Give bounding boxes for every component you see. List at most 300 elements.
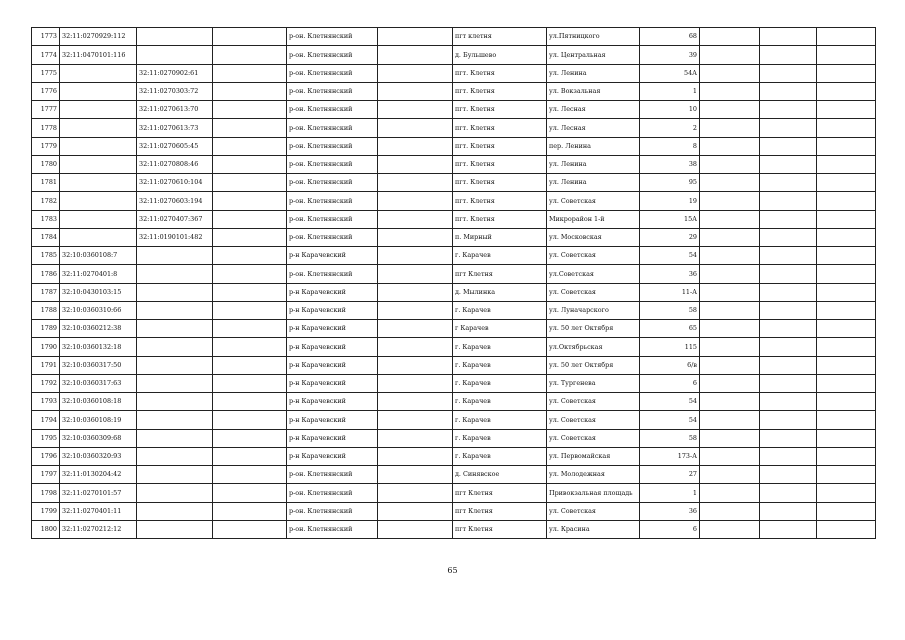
empty-cell <box>700 28 760 46</box>
empty-cell <box>378 283 453 301</box>
district-cell: р-он. Клетнянский <box>287 174 378 192</box>
empty-cell <box>817 356 876 374</box>
district-cell: р-н Карачевский <box>287 393 378 411</box>
locality-cell: д. Бульшево <box>453 46 547 64</box>
locality-cell: д. Мылинка <box>453 283 547 301</box>
table-row <box>32 64 876 82</box>
empty-cell <box>213 447 287 465</box>
locality-cell: г Карачев <box>453 320 547 338</box>
empty-cell <box>760 520 817 538</box>
empty-cell <box>378 338 453 356</box>
table-row <box>32 520 876 538</box>
empty-cell <box>700 447 760 465</box>
cadastral-number-alt-cell: 32:11:0270610:104 <box>137 174 213 192</box>
empty-cell <box>817 374 876 392</box>
empty-cell <box>213 374 287 392</box>
district-cell: р-н Карачевский <box>287 320 378 338</box>
cadastral-number-alt-cell <box>137 301 213 319</box>
cadastral-number-cell <box>60 155 137 173</box>
house-number-cell: 54А <box>640 64 700 82</box>
district-cell: р-он. Клетнянский <box>287 119 378 137</box>
empty-cell <box>213 192 287 210</box>
cadastral-number-alt-cell: 32:11:0270902:61 <box>137 64 213 82</box>
locality-cell: г. Карачев <box>453 447 547 465</box>
empty-cell <box>760 210 817 228</box>
empty-cell <box>760 338 817 356</box>
district-cell: р-н Карачевский <box>287 247 378 265</box>
table-row <box>32 411 876 429</box>
empty-cell <box>213 338 287 356</box>
street-cell: ул. Московская <box>547 228 640 246</box>
district-cell: р-н Карачевский <box>287 338 378 356</box>
locality-cell: г. Карачев <box>453 429 547 447</box>
empty-cell <box>760 28 817 46</box>
locality-cell: пгт. Клетня <box>453 82 547 100</box>
table-row <box>32 228 876 246</box>
empty-cell <box>700 466 760 484</box>
cadastral-number-cell: 32:10:0360108:7 <box>60 247 137 265</box>
cadastral-number-cell: 32:10:0360320:93 <box>60 447 137 465</box>
empty-cell <box>213 502 287 520</box>
empty-cell <box>760 155 817 173</box>
empty-cell <box>700 484 760 502</box>
cadastral-number-cell: 32:10:0430103:15 <box>60 283 137 301</box>
street-cell: Микрорайон 1-й <box>547 210 640 228</box>
row-number-cell: 1795 <box>32 429 60 447</box>
empty-cell <box>378 28 453 46</box>
cadastral-number-alt-cell <box>137 429 213 447</box>
empty-cell <box>760 137 817 155</box>
empty-cell <box>700 174 760 192</box>
house-number-cell: 54 <box>640 247 700 265</box>
empty-cell <box>817 466 876 484</box>
empty-cell <box>378 411 453 429</box>
house-number-cell: 1 <box>640 484 700 502</box>
empty-cell <box>700 520 760 538</box>
district-cell: р-он. Клетнянский <box>287 210 378 228</box>
house-number-cell: 58 <box>640 301 700 319</box>
empty-cell <box>378 520 453 538</box>
empty-cell <box>378 265 453 283</box>
cadastral-number-alt-cell: 32:11:0270605:45 <box>137 137 213 155</box>
empty-cell <box>760 119 817 137</box>
street-cell: ул. Советская <box>547 283 640 301</box>
empty-cell <box>817 101 876 119</box>
empty-cell <box>817 210 876 228</box>
empty-cell <box>213 119 287 137</box>
row-number-cell: 1796 <box>32 447 60 465</box>
empty-cell <box>378 393 453 411</box>
empty-cell <box>817 265 876 283</box>
empty-cell <box>760 64 817 82</box>
empty-cell <box>213 320 287 338</box>
empty-cell <box>378 356 453 374</box>
cadastral-number-alt-cell <box>137 393 213 411</box>
district-cell: р-н Карачевский <box>287 374 378 392</box>
empty-cell <box>700 210 760 228</box>
row-number-cell: 1791 <box>32 356 60 374</box>
cadastral-number-alt-cell: 32:11:0270407:367 <box>137 210 213 228</box>
empty-cell <box>760 82 817 100</box>
district-cell: р-он. Клетнянский <box>287 64 378 82</box>
street-cell: ул. Красина <box>547 520 640 538</box>
empty-cell <box>817 447 876 465</box>
empty-cell <box>760 101 817 119</box>
row-number-cell: 1794 <box>32 411 60 429</box>
empty-cell <box>760 393 817 411</box>
locality-cell: пгт. Клетня <box>453 101 547 119</box>
cadastral-number-alt-cell: 32:11:0270303:72 <box>137 82 213 100</box>
street-cell: пер. Ленина <box>547 137 640 155</box>
locality-cell: г. Карачев <box>453 247 547 265</box>
street-cell: ул. Ленина <box>547 64 640 82</box>
table-row <box>32 356 876 374</box>
row-number-cell: 1787 <box>32 283 60 301</box>
empty-cell <box>817 411 876 429</box>
empty-cell <box>817 174 876 192</box>
cadastral-number-alt-cell <box>137 265 213 283</box>
house-number-cell: 6/в <box>640 356 700 374</box>
cadastral-number-cell <box>60 101 137 119</box>
empty-cell <box>378 502 453 520</box>
empty-cell <box>700 64 760 82</box>
empty-cell <box>817 155 876 173</box>
row-number-cell: 1784 <box>32 228 60 246</box>
cadastral-number-alt-cell <box>137 46 213 64</box>
house-number-cell: 38 <box>640 155 700 173</box>
empty-cell <box>760 502 817 520</box>
street-cell: ул. Первомайская <box>547 447 640 465</box>
cadastral-number-cell: 32:10:0360310:66 <box>60 301 137 319</box>
street-cell: ул. Ленина <box>547 174 640 192</box>
cadastral-number-cell: 32:10:0360108:18 <box>60 393 137 411</box>
cadastral-number-cell <box>60 192 137 210</box>
table-body <box>32 28 876 539</box>
cadastral-number-alt-cell <box>137 466 213 484</box>
cadastral-number-alt-cell <box>137 338 213 356</box>
house-number-cell: 10 <box>640 101 700 119</box>
street-cell: ул. Советская <box>547 429 640 447</box>
district-cell: р-он. Клетнянский <box>287 265 378 283</box>
district-cell: р-он. Клетнянский <box>287 82 378 100</box>
empty-cell <box>700 393 760 411</box>
table-row <box>32 447 876 465</box>
row-number-cell: 1798 <box>32 484 60 502</box>
empty-cell <box>213 82 287 100</box>
empty-cell <box>700 411 760 429</box>
empty-cell <box>817 228 876 246</box>
house-number-cell: 115 <box>640 338 700 356</box>
empty-cell <box>760 192 817 210</box>
cadastral-number-alt-cell <box>137 502 213 520</box>
street-cell: ул. Советская <box>547 502 640 520</box>
house-number-cell: 15А <box>640 210 700 228</box>
empty-cell <box>213 46 287 64</box>
table-row <box>32 374 876 392</box>
cadastral-number-cell: 32:10:0360212:38 <box>60 320 137 338</box>
district-cell: р-он. Клетнянский <box>287 101 378 119</box>
cadastral-number-alt-cell <box>137 356 213 374</box>
cadastral-number-cell <box>60 137 137 155</box>
empty-cell <box>378 174 453 192</box>
empty-cell <box>700 46 760 64</box>
empty-cell <box>213 247 287 265</box>
empty-cell <box>378 484 453 502</box>
empty-cell <box>378 82 453 100</box>
cadastral-number-alt-cell <box>137 520 213 538</box>
empty-cell <box>760 429 817 447</box>
house-number-cell: 36 <box>640 502 700 520</box>
row-number-cell: 1789 <box>32 320 60 338</box>
street-cell: ул. Молодежная <box>547 466 640 484</box>
empty-cell <box>378 137 453 155</box>
locality-cell: пгт. Клетня <box>453 137 547 155</box>
cadastral-number-cell: 32:11:0270101:57 <box>60 484 137 502</box>
empty-cell <box>817 484 876 502</box>
cadastral-number-cell <box>60 228 137 246</box>
table-row <box>32 174 876 192</box>
row-number-cell: 1793 <box>32 393 60 411</box>
locality-cell: пгт. Клетня <box>453 155 547 173</box>
house-number-cell: 54 <box>640 393 700 411</box>
cadastral-number-alt-cell: 32:11:0270613:70 <box>137 101 213 119</box>
empty-cell <box>213 411 287 429</box>
cadastral-number-cell: 32:11:0270401:11 <box>60 502 137 520</box>
table-row <box>32 283 876 301</box>
empty-cell <box>760 466 817 484</box>
page-number: 65 <box>447 566 458 575</box>
empty-cell <box>213 28 287 46</box>
empty-cell <box>760 374 817 392</box>
table-row <box>32 101 876 119</box>
table-row <box>32 82 876 100</box>
locality-cell: пгт Клетня <box>453 520 547 538</box>
house-number-cell: 1 <box>640 82 700 100</box>
row-number-cell: 1799 <box>32 502 60 520</box>
empty-cell <box>378 192 453 210</box>
table-row <box>32 137 876 155</box>
cadastral-number-alt-cell <box>137 283 213 301</box>
empty-cell <box>378 466 453 484</box>
district-cell: р-он. Клетнянский <box>287 520 378 538</box>
locality-cell: пгт Клетня <box>453 265 547 283</box>
empty-cell <box>700 155 760 173</box>
street-cell: ул. Луначарского <box>547 301 640 319</box>
house-number-cell: 65 <box>640 320 700 338</box>
cadastral-number-cell: 32:11:0270212:12 <box>60 520 137 538</box>
empty-cell <box>213 283 287 301</box>
street-cell: ул. 50 лет Октября <box>547 356 640 374</box>
cadastral-number-cell: 32:11:0470101:116 <box>60 46 137 64</box>
empty-cell <box>213 484 287 502</box>
cadastral-number-cell: 32:10:0360317:50 <box>60 356 137 374</box>
cadastral-number-cell: 32:11:0270929:112 <box>60 28 137 46</box>
empty-cell <box>213 466 287 484</box>
cadastral-number-cell <box>60 64 137 82</box>
row-number-cell: 1788 <box>32 301 60 319</box>
empty-cell <box>760 320 817 338</box>
district-cell: р-н Карачевский <box>287 301 378 319</box>
table-row <box>32 320 876 338</box>
empty-cell <box>378 429 453 447</box>
cadastral-number-alt-cell <box>137 484 213 502</box>
empty-cell <box>213 101 287 119</box>
house-number-cell: 36 <box>640 265 700 283</box>
empty-cell <box>760 356 817 374</box>
cadastral-number-cell: 32:11:0270401:8 <box>60 265 137 283</box>
table-row <box>32 393 876 411</box>
cadastral-number-alt-cell <box>137 447 213 465</box>
empty-cell <box>213 137 287 155</box>
empty-cell <box>378 228 453 246</box>
empty-cell <box>378 119 453 137</box>
row-number-cell: 1778 <box>32 119 60 137</box>
locality-cell: пгт. Клетня <box>453 119 547 137</box>
empty-cell <box>817 502 876 520</box>
empty-cell <box>213 265 287 283</box>
district-cell: р-н Карачевский <box>287 356 378 374</box>
empty-cell <box>378 64 453 82</box>
table-row <box>32 484 876 502</box>
street-cell: ул.Пятницкого <box>547 28 640 46</box>
cadastral-number-alt-cell: 32:11:0270808:46 <box>137 155 213 173</box>
table-row <box>32 46 876 64</box>
empty-cell <box>817 82 876 100</box>
cadastral-number-cell <box>60 210 137 228</box>
house-number-cell: 6 <box>640 374 700 392</box>
empty-cell <box>700 247 760 265</box>
row-number-cell: 1780 <box>32 155 60 173</box>
street-cell: ул. Советская <box>547 247 640 265</box>
empty-cell <box>817 46 876 64</box>
row-number-cell: 1776 <box>32 82 60 100</box>
locality-cell: г. Карачев <box>453 411 547 429</box>
empty-cell <box>817 301 876 319</box>
district-cell: р-он. Клетнянский <box>287 28 378 46</box>
locality-cell: г. Карачев <box>453 374 547 392</box>
street-cell: ул. Советская <box>547 393 640 411</box>
empty-cell <box>760 484 817 502</box>
district-cell: р-он. Клетнянский <box>287 46 378 64</box>
empty-cell <box>760 447 817 465</box>
empty-cell <box>700 320 760 338</box>
house-number-cell: 68 <box>640 28 700 46</box>
empty-cell <box>378 155 453 173</box>
empty-cell <box>378 101 453 119</box>
locality-cell: г. Карачев <box>453 338 547 356</box>
cadastral-number-cell <box>60 82 137 100</box>
street-cell: ул.Советская <box>547 265 640 283</box>
row-number-cell: 1775 <box>32 64 60 82</box>
row-number-cell: 1800 <box>32 520 60 538</box>
street-cell: ул.Октябрьская <box>547 338 640 356</box>
locality-cell: пгт. Клетня <box>453 210 547 228</box>
cadastral-number-cell: 32:10:0360108:19 <box>60 411 137 429</box>
empty-cell <box>817 28 876 46</box>
locality-cell: пгт. Клетня <box>453 192 547 210</box>
street-cell: ул. Тургенева <box>547 374 640 392</box>
empty-cell <box>817 247 876 265</box>
street-cell: ул. Лесная <box>547 101 640 119</box>
cadastral-number-alt-cell <box>137 374 213 392</box>
cadastral-number-cell <box>60 119 137 137</box>
empty-cell <box>213 429 287 447</box>
cadastral-number-cell: 32:11:0130204:42 <box>60 466 137 484</box>
row-number-cell: 1779 <box>32 137 60 155</box>
empty-cell <box>760 411 817 429</box>
cadastral-number-alt-cell: 32:11:0190101:482 <box>137 228 213 246</box>
empty-cell <box>213 520 287 538</box>
district-cell: р-он. Клетнянский <box>287 484 378 502</box>
empty-cell <box>700 119 760 137</box>
row-number-cell: 1790 <box>32 338 60 356</box>
empty-cell <box>700 82 760 100</box>
empty-cell <box>700 265 760 283</box>
house-number-cell: 173-А <box>640 447 700 465</box>
district-cell: р-н Карачевский <box>287 283 378 301</box>
empty-cell <box>378 320 453 338</box>
empty-cell <box>213 356 287 374</box>
house-number-cell: 6 <box>640 520 700 538</box>
locality-cell: пгт клетня <box>453 28 547 46</box>
district-cell: р-н Карачевский <box>287 411 378 429</box>
empty-cell <box>817 520 876 538</box>
house-number-cell: 95 <box>640 174 700 192</box>
locality-cell: г. Карачев <box>453 301 547 319</box>
cadastral-number-alt-cell: 32:11:0270603:194 <box>137 192 213 210</box>
empty-cell <box>817 429 876 447</box>
empty-cell <box>378 374 453 392</box>
district-cell: р-он. Клетнянский <box>287 466 378 484</box>
house-number-cell: 11-А <box>640 283 700 301</box>
empty-cell <box>760 174 817 192</box>
empty-cell <box>700 228 760 246</box>
table-row <box>32 210 876 228</box>
table-row <box>32 466 876 484</box>
empty-cell <box>817 283 876 301</box>
table-row <box>32 502 876 520</box>
table-row <box>32 301 876 319</box>
empty-cell <box>760 283 817 301</box>
cadastral-number-alt-cell <box>137 320 213 338</box>
empty-cell <box>700 101 760 119</box>
cadastral-number-cell: 32:10:0360132:18 <box>60 338 137 356</box>
empty-cell <box>700 192 760 210</box>
row-number-cell: 1781 <box>32 174 60 192</box>
empty-cell <box>378 301 453 319</box>
table-row <box>32 338 876 356</box>
district-cell: р-он. Клетнянский <box>287 228 378 246</box>
empty-cell <box>378 247 453 265</box>
empty-cell <box>760 46 817 64</box>
house-number-cell: 27 <box>640 466 700 484</box>
row-number-cell: 1774 <box>32 46 60 64</box>
table-row <box>32 192 876 210</box>
row-number-cell: 1777 <box>32 101 60 119</box>
district-cell: р-н Карачевский <box>287 447 378 465</box>
locality-cell: пгт. Клетня <box>453 174 547 192</box>
empty-cell <box>213 228 287 246</box>
empty-cell <box>817 192 876 210</box>
empty-cell <box>213 64 287 82</box>
row-number-cell: 1786 <box>32 265 60 283</box>
district-cell: р-н Карачевский <box>287 429 378 447</box>
empty-cell <box>700 301 760 319</box>
district-cell: р-он. Клетнянский <box>287 137 378 155</box>
empty-cell <box>700 429 760 447</box>
empty-cell <box>700 502 760 520</box>
empty-cell <box>213 393 287 411</box>
